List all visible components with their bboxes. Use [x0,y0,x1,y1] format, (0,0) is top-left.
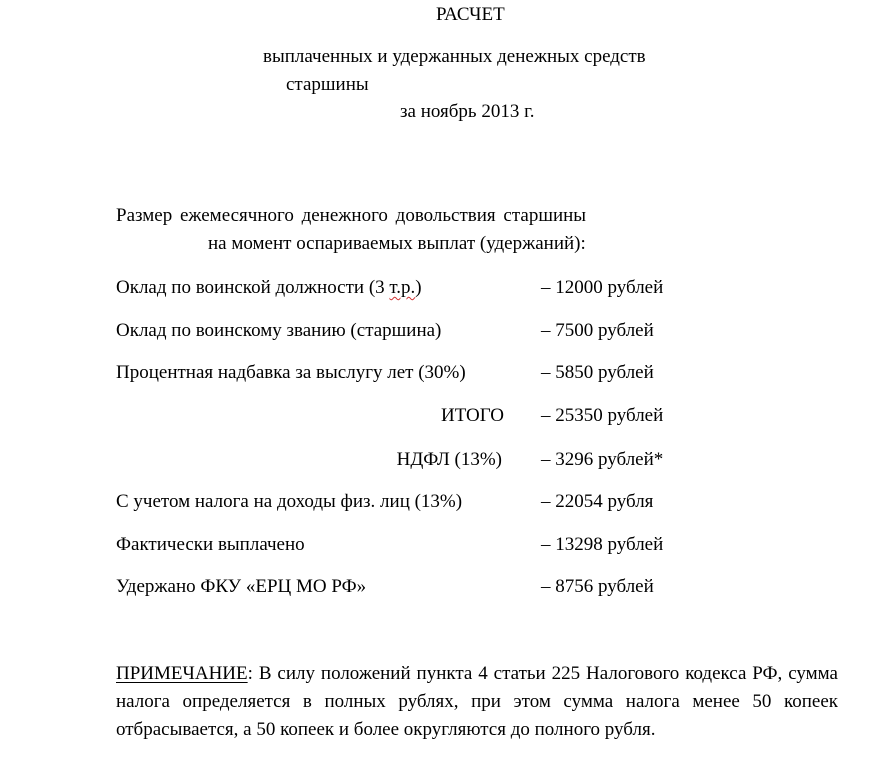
document-title: РАСЧЕТ [436,4,505,25]
row-value-total: – 25350 рублей [541,405,664,426]
row-label-position-salary [116,277,422,299]
row-value-income-tax: – 3296 рублей* [541,449,664,470]
row-value-position-salary: – 12000 рублей [541,277,664,298]
row-label-after-tax: С учетом налога на доходы физ. лиц (13%) [116,491,463,512]
intro-line-1: Размер ежемесячного денежного довольствия старшины [116,205,587,226]
row-value-rank-salary: – 7500 рублей [541,320,654,341]
document-subtitle-line-1: выплаченных и удержанных денежных средств [263,46,646,67]
document-period: за ноябрь 2013 г. [400,101,535,122]
row-value-after-tax: – 22054 рубля [541,491,654,512]
row-label-seniority-bonus: Процентная надбавка за выслугу лет (30%) [116,362,466,383]
document-subtitle-line-2: старшины [286,74,369,95]
note-heading: ПРИМЕЧАНИЕ [116,663,248,684]
row-label-position-salary-spellcheck: т.р. [389,277,416,298]
row-value-actually-paid: – 13298 рублей [541,534,664,555]
note-text: : В силу положений пункта 4 статьи 225 Налогового кодекса РФ, сумма налога определяется в полных рублях, при этом сумма налога менее 50 копеек отбрасывается, а 50 копеек и более округляются до полного рубля. [116,663,838,740]
row-label-position-salary-tail: ) [415,277,422,298]
row-label-income-tax: НДФЛ (13%) [396,449,502,470]
intro-line-2: на момент оспариваемых выплат (удержаний): [208,233,586,254]
row-label-withheld: Удержано ФКУ «ЕРЦ МО РФ» [116,576,367,597]
row-label-position-salary-main: Оклад по воинской должности (3 [116,277,390,298]
note-paragraph [116,660,838,744]
row-value-withheld: – 8756 рублей [541,576,654,597]
row-label-rank-salary: Оклад по воинскому званию (старшина) [116,320,442,341]
row-label-total: ИТОГО [440,405,504,426]
row-value-seniority-bonus: – 5850 рублей [541,362,654,383]
row-label-actually-paid: Фактически выплачено [116,534,305,555]
